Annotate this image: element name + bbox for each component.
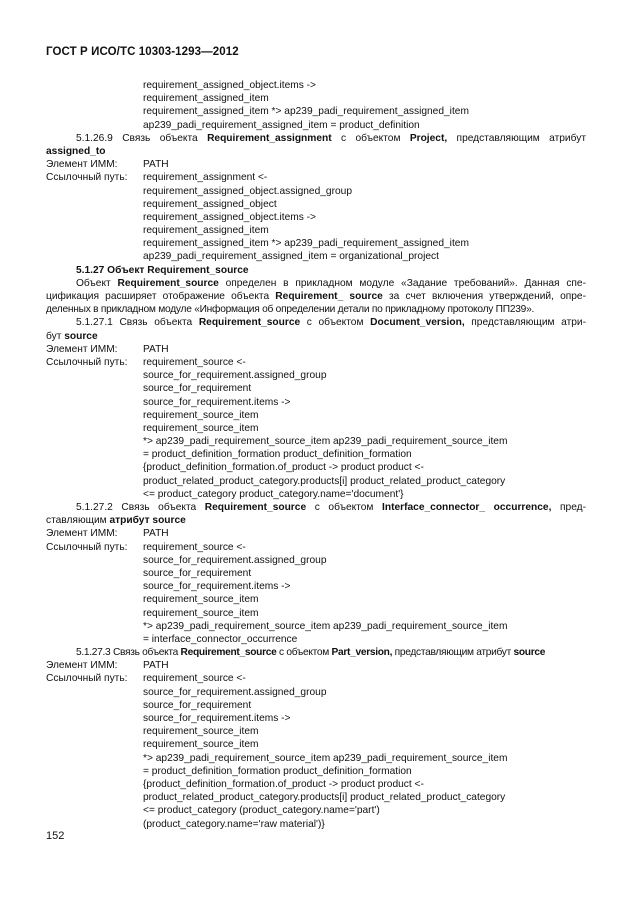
code-line: requirement_assigned_object.assigned_group xyxy=(143,185,352,197)
code-line: (product_category.name='raw material')} xyxy=(143,818,325,830)
code-line: *> ap239_padi_requirement_source_item ap239_padi_requirement_source_item xyxy=(143,436,508,448)
code-line: product_related_product_category.products[i] product_related_product_category xyxy=(143,475,506,487)
code-line: requirement_assigned_item xyxy=(143,225,269,237)
code-line: requirement_assigned_object.items -> xyxy=(143,80,316,91)
code-line: source_for_requirement.assigned_group xyxy=(143,686,327,698)
clause-5-1-27-1: 5.1.27.1 Связь объекта Requirement_source с объектом Document_version, представляющим атри- xyxy=(76,317,586,329)
code-line: requirement_assigned_object.items -> xyxy=(143,211,316,223)
code-line: requirement_assigned_object xyxy=(143,198,277,210)
code-line: requirement_source_item xyxy=(143,409,259,421)
paragraph-line: цификация расширяет отображение объекта Requirement_ source за счет включения утверждений, опре- xyxy=(46,291,586,302)
code-line: source_for_requirement.assigned_group xyxy=(143,554,327,566)
clause-5-1-27-1-attr: бут source xyxy=(46,330,98,342)
clause-5-1-26-9: 5.1.26.9 Связь объекта Requirement_assignment с объектом Project, представляющим атрибут xyxy=(76,132,586,144)
code-line: = product_definition_formation product_definition_formation xyxy=(143,449,412,461)
code-line: requirement_assigned_item xyxy=(143,93,269,105)
ref-path-row: Ссылочный путь: requirement_source <- xyxy=(46,673,246,685)
code-line: requirement_assigned_item *> ap239_padi_requirement_assigned_item xyxy=(143,106,469,118)
clause-5-1-27-2: 5.1.27.2 Связь объекта Requirement_source с объектом Interface_connector_ occurrence, пред- xyxy=(76,502,586,513)
paragraph-line: Объект Requirement_source определен в прикладном модуле «Задание требований». Данная спе- xyxy=(76,277,586,289)
code-line: *> ap239_padi_requirement_source_item ap239_padi_requirement_source_item xyxy=(143,752,508,764)
code-line: = interface_connector_occurrence xyxy=(143,633,298,645)
code-line: requirement_assigned_item *> ap239_padi_requirement_assigned_item xyxy=(143,238,469,250)
ref-path-row: Ссылочный путь: requirement_source <- xyxy=(46,541,246,553)
paragraph-line: деленных в прикладном модуле «Информация об определении детали по прикладному протоколу ПП239». xyxy=(46,304,535,316)
code-line: requirement_source_item xyxy=(143,422,259,434)
ref-path-row: Ссылочный путь: requirement_assignment <- xyxy=(46,172,268,184)
clause-5-1-27-2-attr: ставляющим атрибут source xyxy=(46,515,186,527)
page-number: 152 xyxy=(46,830,65,842)
code-line: <= product_category product_category.name='document'} xyxy=(143,488,404,500)
code-line: ap239_padi_requirement_assigned_item = product_definition xyxy=(143,119,420,131)
code-line: requirement_source_item xyxy=(143,607,259,619)
element-row: Элемент ИММ: PATH xyxy=(46,528,169,540)
code-line: {product_definition_formation.of_product -> product product <- xyxy=(143,462,424,474)
code-line: {product_definition_formation.of_product -> product product <- xyxy=(143,778,424,790)
code-line: source_for_requirement.items -> xyxy=(143,581,291,593)
code-line: source_for_requirement xyxy=(143,567,252,579)
code-line: *> ap239_padi_requirement_source_item ap239_padi_requirement_source_item xyxy=(143,620,508,632)
element-row: Элемент ИММ: PATH xyxy=(46,343,169,355)
code-line: requirement_source_item xyxy=(143,726,259,738)
element-row: Элемент ИММ: PATH xyxy=(46,660,169,672)
code-line: product_related_product_category.products[i] product_related_product_category xyxy=(143,792,506,804)
ref-path-row: Ссылочный путь: requirement_source <- xyxy=(46,356,246,368)
code-line: source_for_requirement.items -> xyxy=(143,396,291,408)
clause-5-1-26-9-attr: assigned_to xyxy=(46,145,106,157)
code-line: source_for_requirement xyxy=(143,699,252,711)
document-body xyxy=(46,79,586,831)
code-line: <= product_category (product_category.name='part') xyxy=(143,805,380,817)
section-heading: 5.1.27 Объект Requirement_source xyxy=(76,264,249,276)
document-header: ГОСТ Р ИСО/ТС 10303-1293—2012 xyxy=(46,46,239,58)
element-row: Элемент ИММ: PATH xyxy=(46,159,169,171)
code-line: requirement_source_item xyxy=(143,739,259,751)
code-line: source_for_requirement.items -> xyxy=(143,713,291,724)
code-line: requirement_source_item xyxy=(143,594,259,606)
code-line: ap239_padi_requirement_assigned_item = organizational_project xyxy=(143,251,439,263)
code-line: source_for_requirement.assigned_group xyxy=(143,370,327,382)
clause-5-1-27-3: 5.1.27.3 Связь объекта Requirement_source с объектом Part_version, представляющим атрибут source xyxy=(76,647,546,659)
code-line: = product_definition_formation product_definition_formation xyxy=(143,765,412,777)
code-line: source_for_requirement xyxy=(143,383,252,395)
